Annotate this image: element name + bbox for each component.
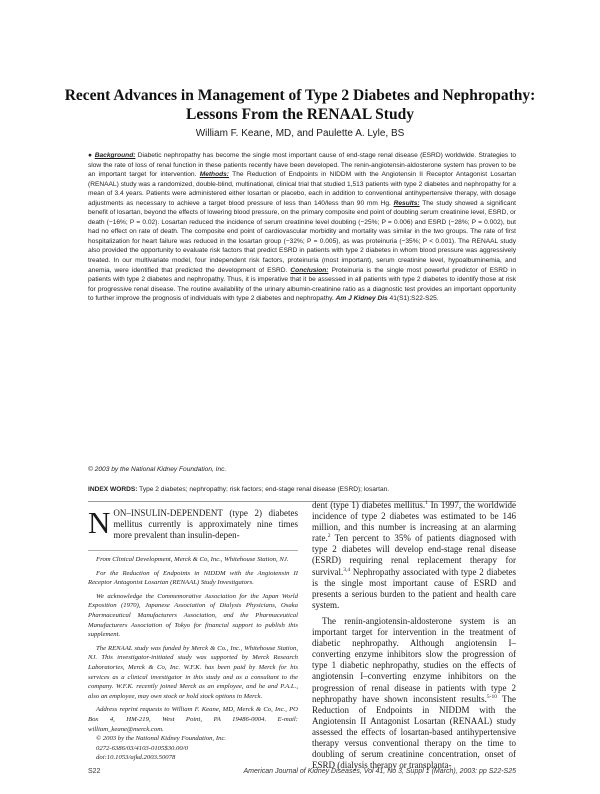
body-text: In 1997, the worldwide incidence of type 2 diabetes was estimated to be 146 million, and this number is increasing at an alarming rate. — [312, 500, 516, 544]
footnote-item: Address reprint requests to William F. Keane, MD, Merck & Co, Inc., PO Box 4, HM-219, West Point, PA 19486-0004. E-mail: william_keane@merck.com. — [88, 706, 298, 733]
footnote-issn: 0272-6386/03/4103-0105$30.00/0 — [96, 744, 188, 752]
conclusion-heading: Conclusion: — [290, 266, 329, 274]
footnote-divider — [88, 550, 298, 551]
page-number: S22 — [88, 768, 101, 775]
methods-heading: Methods: — [199, 171, 230, 179]
body-text: dent (type 1) diabetes mellitus. — [312, 500, 426, 510]
footnote-item: From Clinical Development, Merck & Co, Inc., Whitehouse Station, NJ. — [96, 556, 289, 563]
body-text: The Reduction of Endpoints in NIDDM with the Angiotensin II Antagonist Losartan (RENAAL) study assessed the effects of losartan-based antihypertensive therapy versus conventional therapy on the time to doubling of serum creatinine concentration, onset of ESRD (dialysis therapy or transplanta- — [312, 693, 516, 771]
index-words — [88, 486, 516, 493]
background-heading: Background: — [94, 152, 136, 159]
body-column-left — [88, 505, 298, 542]
reference-link[interactable]: 2 — [327, 533, 331, 540]
body-column-right — [312, 500, 516, 771]
journal-citation: American Journal of Kidney Diseases, Vol 41, No 3, Suppl 1 (March), 2003: pp S22-S25 — [243, 768, 516, 775]
opening-text: (type 2) diabetes mellitus currently is approximately nine times more prevalent than insulin-depen- — [113, 508, 298, 541]
footnote-copyright: © 2003 by the National Kidney Foundation, Inc. — [96, 735, 227, 743]
abstract-copyright: © 2003 by the National Kidney Foundation, Inc. — [88, 466, 227, 473]
body-paragraph — [312, 500, 516, 611]
article-title: Recent Advances in Management of Type 2 Diabetes and Nephropathy: Lessons From the RENAAL Study — [64, 87, 536, 123]
reference-link[interactable]: 3,4 — [343, 566, 351, 573]
footnote-item: We acknowledge the Commemorative Association for the Japan World Exposition (1970), Japanese Association of Dialysis Physicians, Osaka Pharmaceutical Manufacturers Association, and the Pharmaceutical Manufacturers Association of Tokyo for financial support to publish this supplement. — [88, 592, 298, 639]
abstract — [88, 151, 516, 304]
methods-text: The Reduction of Endpoints in NIDDM with the Angiotensin II Receptor Antagonist Losartan (RENAAL) study was a randomized, double-blind, multinational, clinical trial that studied 1,513 patients with type 2 diabetes and nephropathy for a mean of 3.4 years. Patients were administered either losartan or placebo, each in addition to conventional antihypertensive therapy, with dosage adjustments as necessary to achieve a target blood pressure of less than 140/less than 90 mm Hg. — [88, 171, 516, 207]
abstract-citation-journal: Am J Kidney Dis — [335, 295, 388, 303]
index-words-text: Type 2 diabetes; nephropathy; risk factors; end-stage renal disease (ESRD); losartan. — [137, 486, 390, 493]
body-text: Ten percent to 35% of patients diagnosed with type 2 diabetes will develop end-stage renal disease (ESRD) requiring renal replacement therapy for survival. — [312, 533, 516, 577]
footnote-item: The RENAAL study was funded by Merck & Co., Inc., Whitehouse Station, NJ. This investigator-initiated study was supported by Merck Research Laboratories, Merck & Co, Inc. W.F.K. has been paid by Merck for his services as a clinical investigator in this study and as a consultant to the company. W.F.K. recently joined Merck as an employee, and he and P.A.L., also an employee, may own stock or hold stock options in Merck. — [88, 644, 298, 700]
conclusion-text: Proteinuria is the single most powerful predictor of ESRD in patients with type 2 diabetes and nephropathy. Thus, it is imperative that it be assessed in all patients with type 2 diabetes to identify those at risk for progressive renal disease. The routine availability of the urinary albumin-creatinine ratio as a diagnostic test provides an important opportunity to further improve the prognosis of individuals with type 2 diabetes and nephropathy. — [88, 266, 516, 303]
footnote-item: For the Reduction of Endpoints in NIDDM with the Angiotensin II Receptor Antagonist Losartan (RENAAL) Study Investigators. — [88, 569, 298, 587]
author-line: William F. Keane, MD, and Paulette A. Lyle, BS — [195, 128, 405, 139]
results-heading: Results: — [393, 199, 420, 207]
body-text: Nephropathy associated with type 2 diabetes is the single most important cause of ESRD and presents a serious burden to the patient and health care system. — [312, 566, 516, 610]
reference-link[interactable]: 5-10 — [486, 693, 497, 700]
background-text: Diabetic nephropathy has become the single most important cause of end-stage renal disease (ESRD) worldwide. Strategies to slow the rate of loss of renal function in these patients recently have been developed. The renin-angiotensin-aldosterone system has proven to be an important target for intervention. — [88, 152, 516, 179]
abstract-citation-volume: 41(S1):S22-S25. — [387, 295, 439, 303]
body-paragraph — [312, 616, 516, 771]
footnote-doi: doi:10.1053/ajkd.2003.50078 — [96, 754, 176, 762]
index-words-label: INDEX WORDS: — [88, 486, 138, 493]
footnotes — [88, 555, 298, 763]
results-text: The study showed a significant benefit of losartan, beyond the effects of lowering blood pressure, on the primary composite end point of doubling serum creatinine level, ESRD, or death (−16%; P = 0.02). Losartan reduced the incidence of serum creatinine level doubling (−25%; P = 0.006) and ESRD (−28%; P = 0.002), but had no effect on rate of death. The composite end point of cardiovascular morbidity and mortality was similar in the two groups. The rate of first hospitalization for heart failure was reduced in the losartan group (−32%; P = 0.005), as was proteinuria (−35%; P < 0.001). The RENAAL study also provided the opportunity to evaluate risk factors that predict ESRD in patients with type 2 diabetes in whom blood pressure was aggressively treated. In our multivariate model, four independent risk factors, proteinuria (most important), serum creatinine level, hypoalbuminemia, and anemia, were identified that predicted the development of ESRD. — [88, 199, 516, 274]
body-text: The renin-angiotensin-aldosterone system is an important target for intervention in the treatment of diabetic nephropathy. Although angiotensin I–converting enzyme inhibitors slow the progression of type 1 diabetic nephropathy, studies on the effects of angiotensin I–converting enzyme inhibitors on the progression of renal disease in patients with type 2 nephropathy have shown inconsistent results. — [312, 615, 516, 704]
reference-link[interactable]: 1 — [425, 500, 428, 506]
bullet-icon: ● — [88, 152, 93, 159]
drop-cap: N — [88, 505, 111, 540]
opening-smallcaps: ON–INSULIN-DEPENDENT — [113, 508, 223, 518]
